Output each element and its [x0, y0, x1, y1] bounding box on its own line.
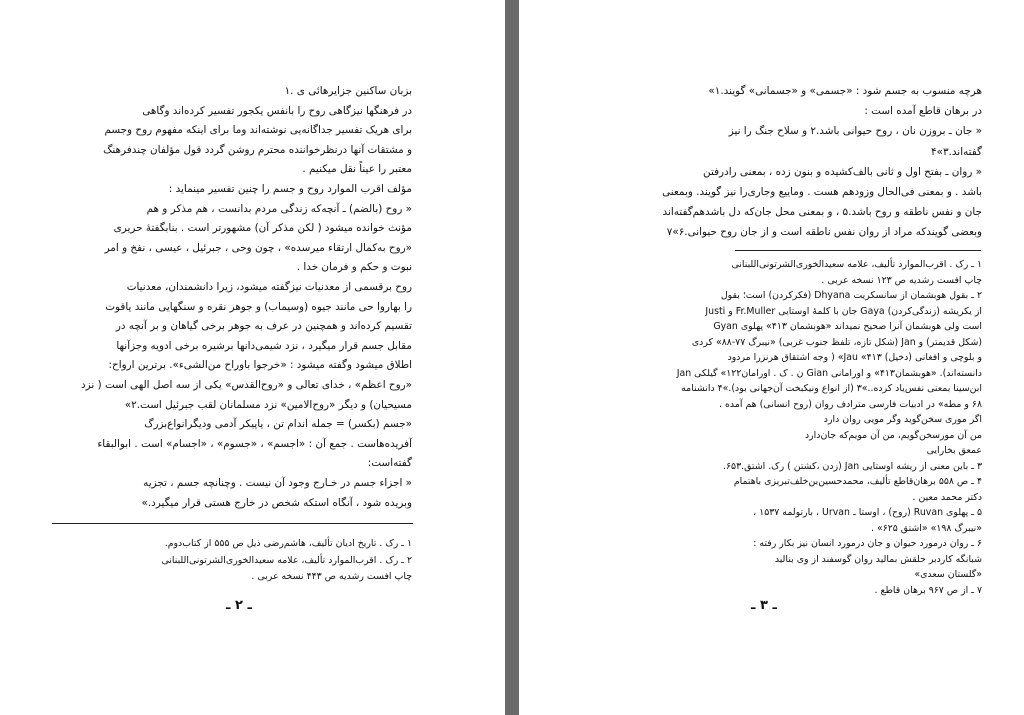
- body-line: تقسیم کرده‌اند و همچنین در عرف به جوهر برخی گیاهان و بر آنچه در: [115, 320, 412, 333]
- footnote-line: Justi و Fr.Muller جان با کلمهٔ اوستایی Gaya (زندگی‌کردن) از یکریشه: [705, 305, 982, 317]
- footnote-line: چاپ افست رشدیه ص ۴۴۳ نسخه عربی .: [251, 571, 412, 582]
- body-line: « روح (بالضم) ـ آنچه‌که زندگی مردم بدانست ، هم مذکر و هم: [146, 202, 412, 215]
- footnote-line: ۶ ـ روان درمورد حیوان و جان درمورد انسان نیز بکار رفته :: [753, 538, 982, 549]
- body-line: گفته‌است:: [367, 457, 412, 470]
- body-line: آفریده‌هاست . جمع آن : «اجسم» ، «جسوم» ، «اجسام» است . ابوالبقاء: [97, 437, 412, 450]
- left-footnote-divider: [52, 523, 413, 524]
- right-page: [519, 0, 1024, 715]
- body-line: «روح به‌کمال ارتقاء میرسده» ، چون وحی ، جبرئیل ، عیسی ، نفخ و امر: [104, 241, 412, 254]
- page-gutter: [505, 0, 519, 715]
- body-line: بزبان ساکنین جزایرهائی ی .۱: [284, 85, 412, 97]
- body-line: مقابل جسم قرار میگیرد ، نزد شیمی‌دانها برشیره برخی ادویه وجزآنها: [116, 339, 412, 352]
- body-line: در برهان قاطع آمده است :: [864, 105, 982, 118]
- body-line: اطلاق میشود وگفته میشود : «خرجوا باوراح من‌الشیء». برترین ارواح:: [108, 359, 412, 372]
- body-line: روح برقسمی از معدنیات نیزگفته میشود، زیرا دانشمندان، معدنیات: [126, 281, 412, 293]
- footnote-line: ۱ ـ رک . اقرب‌الموارد تألیف، علامه سعیدالخوری‌الشرتونی‌اللبنانی: [731, 259, 982, 270]
- body-line: نبوت و حکم و فرمان خدا .: [296, 261, 412, 274]
- right-page-number: ـ ۳ ـ: [751, 598, 777, 613]
- footnote-line: «گلستان سعدی»: [914, 569, 982, 580]
- footnote-line: ابن‌سینا بمعنی نفس‌یاد کرده..»۳ (از انواع ونیکبخت آن‌جهانی بود).»۴ دانشنامه: [681, 383, 982, 394]
- footnote-line: (شکل قدیمتر) و Jan (شکل تازه، تلفظ جنوب غربی) «نیبرگ ۷۷-۸۸» کردی: [691, 336, 982, 348]
- footnote-line: ۲ ـ بقول هوبشمان از سانسکریت Dhyana (فکرکردن) است؛ بقول: [720, 290, 982, 301]
- footnote-line: ۲ ـ رک . اقرب‌الموارد تألیف، علامه سعیدالخوری‌الشرتونی‌اللبنانی: [161, 554, 412, 566]
- body-line: را بهاروا حی مانند جیوه (وسیماب) و جوهر نقره و سنگهایی مانند یاقوت: [105, 300, 412, 313]
- body-line: جان و نفس ناطقه و روح باشد.۵ ، و بمعنی محل جان‌که دل باشدهم‌گفته‌اند: [662, 206, 982, 219]
- body-line: وبعضی گویندکه مراد از روان نفس ناطقه است و از جان روح حیوانی.۶»۷: [666, 226, 982, 239]
- body-line: « اجزاء جسم در خـارج وجود آن نیست . وچنانچه جسم ، تجزیه: [143, 477, 412, 489]
- body-line: مؤنث خوانده میشود ( لکن مذکر آن) مشهورتر است . بنابگفتهٔ حریری: [113, 222, 412, 235]
- footnote-line: من آن مورسخن‌گویم، من آن مویم‌که جان‌دارد: [804, 429, 982, 441]
- footnote-line: چاپ افست رشدیه ص ۱۲۳ نسخه عربی .: [821, 274, 982, 286]
- body-line: باشد . و بمعنی فی‌الحال وزودهم هست . وماییع وجاری‌را نیز گویند. وبمعنی: [662, 186, 982, 198]
- body-line: «روح اعظم» ، خدای تعالی و «روح‌القدس» یکی از سه اصل الهی است ( نزد: [81, 379, 412, 391]
- footnote-line: ۱ ـ رک . تاریخ ادیان تألیف، هاشم‌رضی ذیل ص ۵۵۵ از کتاب‌دوم.: [164, 538, 412, 549]
- body-line: «جسم (بکسر) = جمله اندام تن ، یاپیکر آدمی ودیگرانواع‌بزرگ: [144, 418, 412, 431]
- body-line: و مشتقات آنها درنظرخواننده محترم روشن‌ گردد قول مؤلفان چندفرهنگ: [103, 143, 412, 156]
- body-line: مسیحیان) و دیگر «روح‌الامین» نزد مسلمانان لقب جبرئیل است.۲»: [124, 398, 412, 411]
- right-footnote-divider: [735, 250, 981, 251]
- body-line: معتبر را عیناً نقل میکنیم .: [302, 163, 412, 176]
- body-line: برای هریک تفسیر جداگانه‌یی نوشته‌اند وما برای اینکه مفهوم روح وجسم: [104, 124, 412, 137]
- footnote-line: «نیبرگ ۱۹۸» «اشتق ۶۲۵» .: [870, 522, 982, 534]
- footnote-line: و بلوچی و افغانی (دخیل) Jau «۴۱۳» ( وجه اشتقاق هرنزرا مردود: [727, 352, 982, 363]
- body-line: « جان ـ بروزن نان ، روح حیوانی باشد.۲ و سلاح جنگ را نیز: [728, 125, 982, 138]
- footnote-line: است ولی هوبشمان آنرا صحیح نمیداند «هوبشمان ۴۱۳» پهلوی Gyan: [713, 321, 982, 332]
- footnote-line: عمعق بخارایی: [926, 445, 982, 456]
- left-page: [0, 0, 505, 715]
- body-line: گفته‌اند.۳»۴: [931, 145, 982, 158]
- body-line: هرچه منسوب به جسم شود : «جسمی» و «جسمانی» گویند.۱»: [708, 85, 982, 97]
- footnote-line: دکتر محمد معین .: [912, 491, 982, 503]
- body-line: وبریده شود ، آنگاه استکه شخص در خارج هستی قرار میگیرد.»: [141, 496, 412, 509]
- footnote-line: ۵ ـ پهلوی Ruvan (روح) ، اوستا ـ Urvan ، بارتولمه ۱۵۳۷ ،: [753, 507, 982, 518]
- body-line: مؤلف اقرب الموارد روح و جسم را چنین تفسیر مینماید :: [168, 183, 412, 195]
- left-page-number: ـ ۲ ـ: [226, 598, 252, 613]
- body-line: در فرهنگها نیزگاهی روح را بانفس یکجور تفسیر کرده‌اند وگاهی: [142, 104, 412, 117]
- footnote-line: ۶۸ و مطه» در ادبیات فارسی مترادف روان (روح انسانی) هم آمده .: [719, 398, 982, 410]
- body-line: « روان ـ بفتح اول و ثانی بالف‌کشیده و بنون زده ، بمعنی رادرفتن: [703, 165, 982, 178]
- footnote-line: ۷ ـ از ص ۹۶۷ برهان قاطع .: [874, 584, 982, 596]
- footnote-line: ۳ ـ باین معنی از ریشه اوستایی Jan (زدن ،کشتن ) رک. اشتق.۶۵۳.: [723, 460, 982, 472]
- footnote-line: شبانگه کاردبر حلقش بمالید روان گوسفند از وی بنالید: [774, 553, 982, 565]
- footnote-line: دانسته‌اند). «هوبشمان۴۱۳» و اورامانی Gian ن . ک . اورامان۱۲۲» گیلکی Jan: [676, 367, 982, 379]
- footnote-line: ۴ ـ ص ۵۵۸ برهان‌قاطع تألیف، محمدحسین‌بن‌خلف‌تبریزی باهتمام: [733, 476, 982, 487]
- footnote-line: اگر موری سخن‌گوید وگر مویی روان دارد: [823, 414, 982, 425]
